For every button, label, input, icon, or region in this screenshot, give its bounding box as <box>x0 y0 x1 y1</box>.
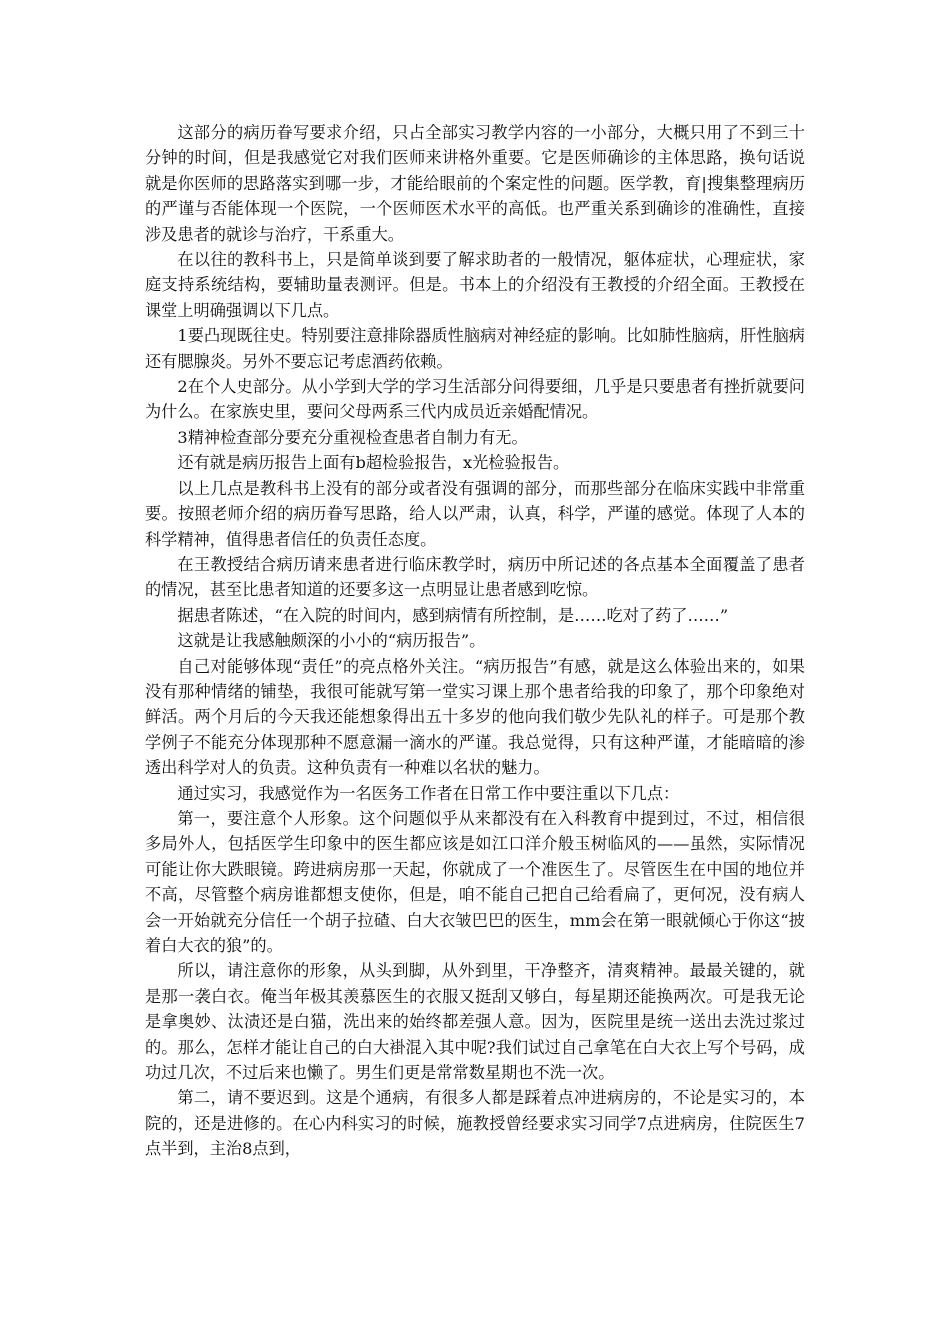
paragraph-9: 据患者陈述，“在入院的时间内，感到病情有所控制，是……吃对了药了……” <box>177 605 729 625</box>
paragraph-1: 这部分的病历眷写要求介绍，只占全部实习教学内容的一小部分，大概只用了不到三十分钟的时间，但是我感觉它对我们医师来讲格外重要。它是医师确诊的主体思路，换句话说就是你医师的思路落实到哪一步，才能给眼前的个案定性的问题。医学教，育|搜集整理病历的严谨与否能体现一个医院，一个医师医术水平的高低。也严重关系到确诊的准确性，直接涉及患者的就诊与治疗，干系重大。 <box>145 123 805 244</box>
document-body <box>145 120 805 1162</box>
paragraph-5: 3精神检查部分要充分重视检查患者自制力有无。 <box>177 427 528 447</box>
paragraph-7: 以上几点是教科书上没有的部分或者没有强调的部分，而那些部分在临床实践中非常重要。按照老师介绍的病历眷写思路，给人以严肃，认真，科学，严谨的感觉。体现了人本的科学精神，值得患者信任的负责任态度。 <box>145 478 805 549</box>
paragraph-10: 这就是让我感触颇深的小小的“病历报告”。 <box>177 631 486 651</box>
paragraph-6: 还有就是病历报告上面有b超检验报告，x光检验报告。 <box>177 453 570 473</box>
paragraph-3: 1要凸现既往史。特别要注意排除器质性脑病对神经症的影响。比如肺性脑病，肝性脑病还有腮腺炎。另外不要忘记考虑酒药依赖。 <box>145 326 805 371</box>
paragraph-11: 自己对能够体现“责任”的亮点格外关注。“病历报告”有感，就是这么体验出来的，如果没有那种情绪的铺垫，我很可能就写第一堂实习课上那个患者给我的印象了，那个印象绝对鲜活。两个月后的今天我还能想象得出五十多岁的他向我们敬少先队礼的样子。可是那个教学例子不能充分体现那种不愿意漏一滴水的严谨。我总觉得，只有这种严谨，才能暗暗的渗透出科学对人的负责。这种负责有一种难以名状的魅力。 <box>145 656 805 778</box>
paragraph-15: 第二，请不要迟到。这是个通病，有很多人都是踩着点冲进病房的，不论是实习的，本院的，还是进修的。在心内科实习的时候，施教授曾经要求实习同学7点进病房，住院医生7点半到，主治8点到， <box>145 1088 805 1159</box>
paragraph-13: 第一，要注意个人形象。这个问题似乎从来都没有在入科教育中提到过，不过，相信很多局外人，包括医学生印象中的医生都应该是如江口洋介般玉树临风的——虽然，实际情况可能让你大跌眼镜。跨进病房那一天起，你就成了一个准医生了。尽管医生在中国的地位并不高，尽管整个病房谁都想支使你，但是，咱不能自己把自己给看扁了，更何况，没有病人会一开始就充分信任一个胡子拉碴、白大衣皱巴巴的医生，mm会在第一眼就倾心于你这“披着白大衣的狼”的。 <box>145 808 805 955</box>
paragraph-4: 2在个人史部分。从小学到大学的学习生活部分问得要细，几乎是只要患者有挫折就要问为什么。在家族史里，要问父母两系三代内成员近亲婚配情况。 <box>145 377 805 422</box>
paragraph-12: 通过实习，我感觉作为一名医务工作者在日常工作中要注重以下几点： <box>177 783 680 803</box>
paragraph-8: 在王教授结合病历请来患者进行临床教学时，病历中所记述的各点基本全面覆盖了患者的情况，甚至比患者知道的还要多这一点明显让患者感到吃惊。 <box>145 554 805 600</box>
paragraph-14: 所以，请注意你的形象，从头到脚，从外到里，干净整齐，清爽精神。最最关键的，就是那一袭白衣。俺当年极其羡慕医生的衣服又挺刮又够白，每星期还能换两次。可是我无论是拿奥妙、汰渍还是白猫，洗出来的始终都差强人意。因为，医院里是统一送出去洗过浆过的。那么，怎样才能让自己的白大褂混入其中呢?我们试过自己拿笔在白大衣上写个号码，成功过几次，不过后来也懒了。男生们更是常常数星期也不洗一次。 <box>145 961 805 1083</box>
paragraph-2: 在以往的教科书上，只是简单谈到要了解求助者的一般情况，躯体症状，心理症状，家庭支持系统结构，要辅助量表测评。但是。书本上的介绍没有王教授的介绍全面。王教授在课堂上明确强调以下几点。 <box>145 250 805 320</box>
